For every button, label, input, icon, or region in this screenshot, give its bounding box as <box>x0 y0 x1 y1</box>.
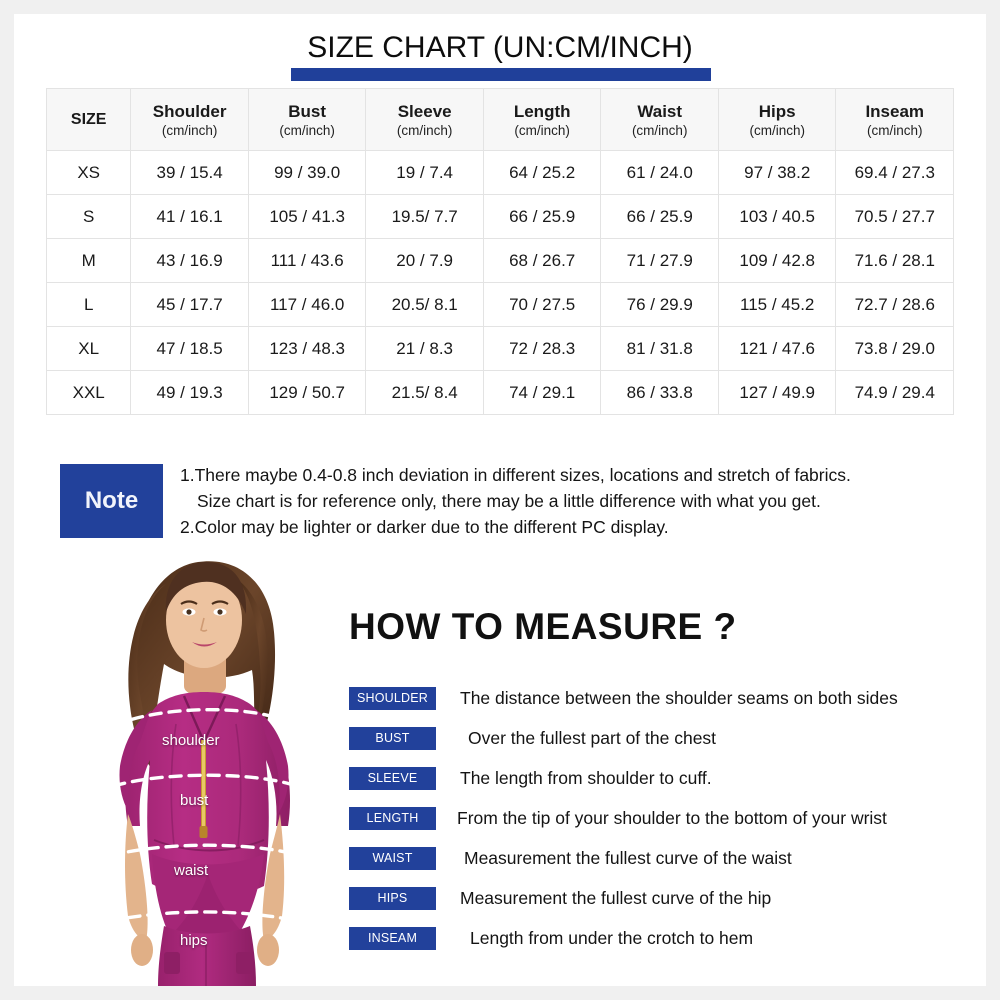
cell-hips: 103 / 40.5 <box>718 195 836 239</box>
measure-badge-hips: HIPS <box>349 887 436 910</box>
cell-length: 66 / 25.9 <box>483 195 601 239</box>
note-line-2: Size chart is for reference only, there may be a little difference with what you get. <box>197 491 821 511</box>
cell-bust: 111 / 43.6 <box>248 239 366 283</box>
cell-hips: 115 / 45.2 <box>718 283 836 327</box>
note-line-3: 2.Color may be lighter or darker due to the different PC display. <box>180 517 669 537</box>
cell-size: XXL <box>47 371 131 415</box>
cell-inseam: 74.9 / 29.4 <box>836 371 954 415</box>
cell-size: L <box>47 283 131 327</box>
cell-waist: 71 / 27.9 <box>601 239 719 283</box>
page-title-block <box>14 30 986 66</box>
cell-inseam: 72.7 / 28.6 <box>836 283 954 327</box>
measure-desc-bust: Over the fullest part of the chest <box>468 727 717 748</box>
cell-sleeve: 19.5/ 7.7 <box>366 195 484 239</box>
cell-shoulder: 45 / 17.7 <box>131 283 249 327</box>
cell-length: 64 / 25.2 <box>483 151 601 195</box>
right-pupil <box>217 609 222 614</box>
table-header <box>47 89 954 151</box>
column-header-length: Length (cm/inch) <box>483 89 601 151</box>
zipper-pull <box>200 826 208 838</box>
model-photo <box>80 554 360 986</box>
size-chart-page <box>14 14 986 986</box>
column-header-sleeve: Sleeve (cm/inch) <box>366 89 484 151</box>
measure-badge-bust: BUST <box>349 727 436 750</box>
cell-waist: 66 / 25.9 <box>601 195 719 239</box>
right-cargo-pocket <box>236 952 252 974</box>
measure-desc-waist: Measurement the fullest curve of the waist <box>464 847 792 868</box>
how-to-measure-title: HOW TO MEASURE ? <box>349 606 737 647</box>
cell-sleeve: 20 / 7.9 <box>366 239 484 283</box>
measure-item-inseam <box>349 918 979 958</box>
left-pupil <box>186 609 191 614</box>
measure-badge-sleeve: SLEEVE <box>349 767 436 790</box>
measure-label-waist: waist <box>174 862 209 879</box>
cell-waist: 86 / 33.8 <box>601 371 719 415</box>
cell-bust: 105 / 41.3 <box>248 195 366 239</box>
table-row <box>47 283 954 327</box>
cell-hips: 97 / 38.2 <box>718 151 836 195</box>
note-text-block <box>180 462 980 540</box>
measure-item-hips <box>349 878 979 918</box>
cell-size: M <box>47 239 131 283</box>
table-row <box>47 371 954 415</box>
right-hand <box>257 934 279 966</box>
measure-item-bust <box>349 718 979 758</box>
table-body <box>47 151 954 415</box>
column-header-shoulder: Shoulder (cm/inch) <box>131 89 249 151</box>
table-row <box>47 151 954 195</box>
cell-length: 74 / 29.1 <box>483 371 601 415</box>
cell-size: XS <box>47 151 131 195</box>
column-header-hips: Hips (cm/inch) <box>718 89 836 151</box>
cell-shoulder: 49 / 19.3 <box>131 371 249 415</box>
measure-label-bust: bust <box>180 792 209 809</box>
left-hand <box>131 934 153 966</box>
column-header-waist: Waist (cm/inch) <box>601 89 719 151</box>
column-header-inseam: Inseam (cm/inch) <box>836 89 954 151</box>
measure-desc-shoulder: The distance between the shoulder seams on both sides <box>460 687 898 708</box>
cell-inseam: 69.4 / 27.3 <box>836 151 954 195</box>
table-row <box>47 195 954 239</box>
cell-inseam: 73.8 / 29.0 <box>836 327 954 371</box>
cell-bust: 123 / 48.3 <box>248 327 366 371</box>
cell-bust: 129 / 50.7 <box>248 371 366 415</box>
title-underline-bar <box>291 68 711 81</box>
cell-hips: 109 / 42.8 <box>718 239 836 283</box>
cell-waist: 61 / 24.0 <box>601 151 719 195</box>
cell-bust: 99 / 39.0 <box>248 151 366 195</box>
note-badge-label: Note <box>84 487 139 514</box>
cell-size: XL <box>47 327 131 371</box>
measure-item-waist <box>349 838 979 878</box>
cell-inseam: 70.5 / 27.7 <box>836 195 954 239</box>
note-line-1: 1.There maybe 0.4-0.8 inch deviation in different sizes, locations and stretch of fabrics. <box>180 465 851 485</box>
cell-inseam: 71.6 / 28.1 <box>836 239 954 283</box>
measure-desc-inseam: Length from under the crotch to hem <box>470 927 754 948</box>
cell-sleeve: 19 / 7.4 <box>366 151 484 195</box>
cell-hips: 127 / 49.9 <box>718 371 836 415</box>
cell-sleeve: 21 / 8.3 <box>366 327 484 371</box>
cell-shoulder: 41 / 16.1 <box>131 195 249 239</box>
page-title: SIZE CHART (UN:CM/INCH) <box>307 31 693 64</box>
cell-bust: 117 / 46.0 <box>248 283 366 327</box>
cell-shoulder: 47 / 18.5 <box>131 327 249 371</box>
cell-waist: 81 / 31.8 <box>601 327 719 371</box>
note-badge <box>60 464 163 538</box>
measure-item-sleeve <box>349 758 979 798</box>
table-row <box>47 239 954 283</box>
measure-badge-shoulder: SHOULDER <box>349 687 436 710</box>
cell-shoulder: 43 / 16.9 <box>131 239 249 283</box>
model-illustration <box>80 554 360 986</box>
measure-label-hips: hips <box>180 932 208 949</box>
measure-badge-inseam: INSEAM <box>349 927 436 950</box>
column-header-bust: Bust (cm/inch) <box>248 89 366 151</box>
cell-length: 72 / 28.3 <box>483 327 601 371</box>
cell-size: S <box>47 195 131 239</box>
measure-badge-waist: WAIST <box>349 847 436 870</box>
measure-badge-length: LENGTH <box>349 807 436 830</box>
column-header-size: SIZE <box>47 89 131 151</box>
cell-shoulder: 39 / 15.4 <box>131 151 249 195</box>
measure-item-length <box>349 798 979 838</box>
cell-sleeve: 21.5/ 8.4 <box>366 371 484 415</box>
zipper-teeth <box>202 740 205 836</box>
table-header-row <box>47 89 954 151</box>
left-cargo-pocket <box>164 952 180 974</box>
measure-desc-hips: Measurement the fullest curve of the hip <box>460 887 772 908</box>
cell-hips: 121 / 47.6 <box>718 327 836 371</box>
cell-waist: 76 / 29.9 <box>601 283 719 327</box>
how-to-measure-list <box>349 678 979 958</box>
table-row <box>47 327 954 371</box>
measure-label-shoulder: shoulder <box>162 732 220 749</box>
measure-desc-length: From the tip of your shoulder to the bottom of your wrist <box>457 807 887 828</box>
size-chart-table <box>46 88 954 415</box>
cell-sleeve: 20.5/ 8.1 <box>366 283 484 327</box>
measure-desc-sleeve: The length from shoulder to cuff. <box>460 767 712 788</box>
cell-length: 68 / 26.7 <box>483 239 601 283</box>
measure-item-shoulder <box>349 678 979 718</box>
cell-length: 70 / 27.5 <box>483 283 601 327</box>
